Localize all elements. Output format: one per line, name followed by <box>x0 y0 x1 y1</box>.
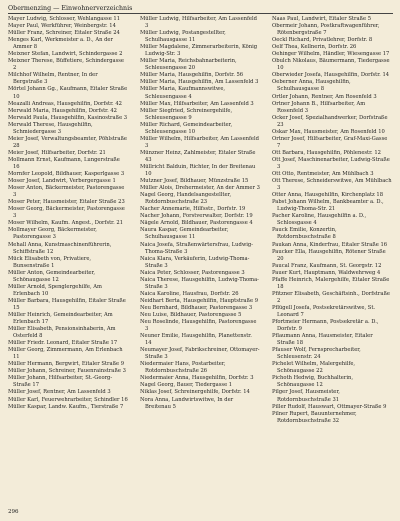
directory-entry: Pfauser Wolf, Fernsprecharbeiter, Schleusenstr. 24 <box>272 347 361 361</box>
directory-entry: Meier Josef, Hilfsarbeiter, Dorfstr. 21 <box>8 149 106 156</box>
directory-entry: Moser Josef, Landwirt, Verbergergasse 1 <box>8 178 116 185</box>
directory-entry: Niedermaier Hans, Postarbeiter, Rotdornbuschstraße 26 <box>140 361 226 375</box>
directory-entry: Obermeir Johann, Postkraftwagenführer, Rötenbergstraße 7 <box>272 23 380 37</box>
directory-entry: Mollmann Ernst, Kaufmann, Lungerstraße 16 <box>8 156 120 170</box>
directory-entry: Paukan Anna, Kinderfrau, Eitaler Straße 16 <box>272 241 388 248</box>
directory-entry: Müller Heinrich, Gemeindearbeiter, Am Erlenbach 17 <box>8 311 113 326</box>
directory-entry: Neumayer Josef, Fabrikschreiner, Ottomayer-Straße 3 <box>140 347 260 361</box>
header-divider <box>8 13 393 14</box>
directory-entry: Müller Magdalene, Zimmerarbeiterin, König Ludwig-Str. 3 <box>140 44 258 58</box>
directory-entry: Oehinger Wilhelm, Händler, Wiesengasse 17 <box>272 51 390 58</box>
directory-entry: Oberwieder Josefa, Hausgehilfin, Dorfstr. 14 <box>272 72 390 79</box>
directory-entry: Müller Alois, Drehermeister, An der Ammer 3 <box>140 185 260 192</box>
page-header: Obermenzing — Einwohnerverzeichnis <box>8 5 133 12</box>
directory-entry: Mutzner Josef, Bildhauer, Münzstraße 15 <box>140 178 249 185</box>
page-number: 296 <box>8 509 19 515</box>
directory-entry: Ocker Josef, Spezialhandwerker, Dorfstraße 23 <box>272 114 388 128</box>
directory-entry: Pflügell Josefa, Postsekretärswitwe, St. Leonard 7 <box>272 304 376 318</box>
directory-entry: Oeckl Richard, Privatlehrer, Dorfstr. 8 <box>272 37 373 44</box>
directory-entry: Pabst Johann Wilhelm, Bankbeamter a. D., Ludwig-Thoma-Str. 21 <box>272 199 384 213</box>
directory-entry: Meixner Therese, Büffetiere, Schindergasse 2 <box>8 58 125 72</box>
directory-entry: Ortner Johann B., Hilfsarbeiter, Am Rosenfeld 3 <box>272 100 366 114</box>
directory-entry: Naas Paul, Landwirt, Eitaler Straße 5 <box>272 16 372 22</box>
directory-entry: Neuner Emilie, Hausgehilfin, Planettenstr. 14 <box>140 333 252 347</box>
directory-entry: Moser Georg, Bäckermeister, Pastorengasse 3 <box>8 206 125 220</box>
directory-entry: Neu Roselinde, Hausgehilfin, Pastorengasse 3 <box>140 319 257 333</box>
directory-entry: Nacher Johann, Forstverwalter, Dorfstr. 19 <box>140 213 253 220</box>
directory-entry: Müllricht Balduin, Richter, In der Breitenau 10 <box>140 163 256 178</box>
directory-entry: Müller Johann, Schreiner, Fauenrainstraße 3 <box>8 368 126 375</box>
directory-entry: Müller Franz, Schreiner, Eitaler Straße 24 <box>8 30 120 37</box>
directory-entry: Naica Karoline, Hausfrau, Dorfstr. 26 <box>140 290 239 297</box>
directory-entry: Naica Therese, Hausgehilfin, Ludwig-Thoma-Straße 3 <box>140 276 259 290</box>
directory-entry: Mollmayer Georg, Bäckermeister, Pastorengasse 3 <box>8 227 97 241</box>
directory-entry: Oeberner Anna, Hausgehilfin, Schulhausgasse 8 <box>272 79 351 93</box>
directory-entry: Naica Peter, Schlosser, Pastorengasse 3 <box>140 269 245 276</box>
directory-entry: Ortner Josef, Hilfsarbeiter, Graf-Maxi-Gasse 7 <box>272 135 388 149</box>
directory-entry: Müller Kaspar, Landw. Kaufm., Tierstraße 7 <box>8 403 124 410</box>
directory-entry: Ortler Johann, Rentner, Am Rosenfeld 3 <box>272 93 377 100</box>
directory-entry: Meixner Stefan, Landwirt, Schindergasse 2 <box>8 51 123 58</box>
directory-entry: Müller Johann, Hilfsarbeiter, St.-Georg-Straße 17 <box>8 375 113 389</box>
directory-entry: Pfitzner Elisabeth, Geschäftsinh., Dorfstraße 2 <box>272 290 390 304</box>
directory-entry: Meazalli Andreas, Hausgehilfin, Dorfstr. 42 <box>8 100 122 107</box>
directory-entry: Neidhart Berta, Hausgehilfin, Hauptstraße 9 <box>140 297 259 304</box>
directory-entry: Merwald Maria, Hausgehilfin, Dorfstr. 42 <box>8 107 117 114</box>
directory-entry: Neu Bernhard, Bildhauer, Pastorengasse 3 <box>140 304 253 311</box>
directory-entry: Naica Josefa, Straßenwärtersfrau, Ludwig-Thoma-Straße 3 <box>140 241 253 255</box>
directory-entry: Müller Maria, Hausgehilfin, Am Lassenfeld 3 <box>140 79 259 86</box>
directory-entry: Ott Otto, Rentmeister, Am Mühlbach 3 <box>272 171 374 178</box>
directory-entry: Nägele Arnold, Bildhauer, Pastorengasse 4 <box>140 220 253 227</box>
directory-column-3 <box>272 16 392 425</box>
directory-entry: Pauck Emilie, Konzertin, Rotdornbuschstraße 8 <box>272 227 337 241</box>
directory-entry: Niklas Josef, Schreinergehilfe, Dorfstr. 14 <box>140 389 250 396</box>
directory-entry: Meier Josef, Verwaltungsbeamter, Pöhlstraße 28 <box>8 135 127 149</box>
directory-entry: Müller Ludwig, Postangestellter, Schulhausgasse 11 <box>140 30 226 44</box>
directory-entry: Oelf Thea, Kellnerin, Dorfstr. 26 <box>272 44 357 51</box>
directory-entry: Pfaffe Heinrich, Malergehilfe, Eitaler Straße 18 <box>272 276 390 290</box>
directory-entry: Mück Elisabeth von, Privatiere, Bunsenstraße 1 <box>8 255 92 269</box>
directory-entry: Mehall Anna, Kunstmaschinenführerin, Schiffstraße 12 <box>8 241 112 255</box>
directory-entry: Niedermaier Anna, Hausgehilfin, Dorfstr. 3 <box>140 375 254 382</box>
directory-entry: Mayer Ludwig, Schlosser, Wehlangasse 11 <box>8 16 121 22</box>
directory-entry: Müller Maria, Kaufmannswitwe, Schleusengasse 4 <box>140 86 226 100</box>
directory-entry: Müller Ludwig, Hilfsarbeiter, Am Lassenfeld 3 <box>140 16 257 30</box>
directory-entry: Müller Josef, Rentner, Am Lassenfeld 3 <box>8 389 111 396</box>
directory-entry: Naura Kaspar, Gemeindearbeiter, Schulhausgasse 11 <box>140 227 229 241</box>
directory-entry: Paucal Franz, Kaufmann, St. Georgstr. 12 <box>272 262 382 269</box>
directory-entry: Müller Elisabeth, Pensionsinhaberin, Am Osterfeld 8 <box>8 326 116 340</box>
directory-entry: Piller Rudolf, Hauswart, Ottmayer-Straße 9 <box>272 403 387 410</box>
directory-entry: Milchhof Wilhelm, Rentner, In der Bergstraße 3 <box>8 72 98 86</box>
directory-entry: Pichelet Wilhelm, Malergehilfe, Schönaugasse 22 <box>272 361 356 375</box>
directory-entry: Merwald Paula, Hausgehilfin, Kasinostraße 3 <box>8 114 128 121</box>
directory-entry: Müller Hermann, Bergwirt, Eitaler Straße 9 <box>8 361 125 368</box>
directory-entry: Naica Klara, Verkäuferin, Ludwig-Thoma-Straße 3 <box>140 255 250 269</box>
directory-entry: Pilger Josef, Hausmeister, Rotdornbuschstraße 31 <box>272 389 340 403</box>
directory-column-2 <box>140 16 260 411</box>
directory-column-1 <box>8 16 128 411</box>
directory-entry: Müller Friedr. Leonard, Eitaler Straße 17 <box>8 340 118 347</box>
directory-entry: Neu Luise, Bildhauer, Pastorengasse 5 <box>140 311 242 318</box>
directory-entry: Nagel Georg, Bauer, Tiedergasse 1 <box>140 382 233 389</box>
directory-entry: Müller Arnold, Spenglergehilfe, Am Erlenbach 10 <box>8 283 102 297</box>
directory-entry: Obulch Nikolaus, Bäumermann, Tiedergasse 10 <box>272 58 390 72</box>
directory-entry: Pilner Rupert, Bauunternehmer, Rotdornbuschstraße 32 <box>272 410 357 424</box>
directory-entry: Nagel Georg, Handelsangestellter, Rotdornbuschstraße 23 <box>140 192 232 206</box>
directory-entry: Oskar Max, Hausmeister, Am Rosenfeld 10 <box>272 128 385 135</box>
directory-entry: Merwald Therese, Hausgehilfin, Schmiedergasse 3 <box>8 121 93 135</box>
directory-entry: Pflaumann Anna, Hausmeister, Eitaler Straße 18 <box>272 333 373 347</box>
directory-entry: Ott Josef, Maschinenarbeiter, Ludwig-Straße 3 <box>272 156 390 170</box>
directory-entry: Moser Anton, Bäckermeister, Pastorengasse 3 <box>8 185 125 199</box>
directory-entry: Müller Max, Hilfsarbeiter, Am Lassenfeld 3 <box>140 100 254 107</box>
directory-entry: Münzner Heinz, Zahlmeister, Eitaler Straße 43 <box>140 149 256 163</box>
directory-entry: Mornfer Leopold, Bildhauer, Kasperlgasse 3 <box>8 171 125 178</box>
directory-entry: Müller Anton, Gemeindearbeiter, Schönaugasse 12 <box>8 269 96 283</box>
directory-entry: Mörtel Johann Gg., Kaufmann, Eitaler Straße 10 <box>8 86 128 100</box>
directory-entry: Müller Wilhelm, Hilfsarbeiter, Am Lassenfeld 3 <box>140 135 259 149</box>
directory-entry: Müller Maria, Reichsbahnarbeiterin, Schleusengasse 20 <box>140 58 237 72</box>
directory-entry: Nacher Annemarie, Hilfsstr., Dorfstr. 19 <box>140 206 246 213</box>
directory-entry: Pichoth Hedwig, Buchhalterin, Schönaugasse 12 <box>272 375 354 389</box>
directory-entry: Paucker Ella, Hausgehilfin, Rötener Straße 20 <box>272 248 386 262</box>
directory-entry: Pfortmeier Hermann, Postsekretär a. D., Dorfstr. 9 <box>272 319 379 333</box>
directory-entry: Otter Anna, Hausgehilfin, Kirchenplatz 18 <box>272 192 384 199</box>
directory-entry: Moser Peter, Hausmeister, Eitaler Straße 23 <box>8 199 125 206</box>
directory-entry: Ott Barbara, Hausgehilfin, Pöhlenestr. 12 <box>272 149 381 156</box>
directory-entry: Mayer Paul, Werkführer, Weinbergstr. 14 <box>8 23 116 30</box>
directory-entry: Menges Karl, Werkmeister a. D., An der Ammer 8 <box>8 37 113 51</box>
directory-entry: Müller Siegfried, Schreinergehilfe, Schleusengasse 9 <box>140 107 233 121</box>
directory-entry: Ott Therese, Schneiderswitwe, Am Mühlbach 3 <box>272 178 392 192</box>
directory-entry: Müller Karl, Feuerwehrarbeiter, Schindler 16 <box>8 396 128 403</box>
directory-entry: Müller Georg, Zimmermann, Am Erlenbach 11 <box>8 347 123 361</box>
directory-entry: Müller Richard, Gemeindearbeiter, Schleusengasse 10 <box>140 121 233 135</box>
directory-entry: Pauer Kurt, Hauptmann, Waldwehrweg 4 <box>272 269 381 276</box>
directory-entry: Moser Wilhelm, Kaufm. Angest., Dorfstr. 21 <box>8 220 123 227</box>
directory-entry: Pacher Karoline, Hausgehilfin a. D., Schlossgasse 4 <box>272 213 367 227</box>
directory-entry: Müller Barbara, Hausgehilfin, Eitaler Straße 15 <box>8 297 126 311</box>
directory-entry: Müller Maria, Hausgehilfin, Dorfstr. 56 <box>140 72 244 79</box>
directory-entry: Nora Anna, Landwirtswitwe, In der Breitenau 5 <box>140 396 234 410</box>
